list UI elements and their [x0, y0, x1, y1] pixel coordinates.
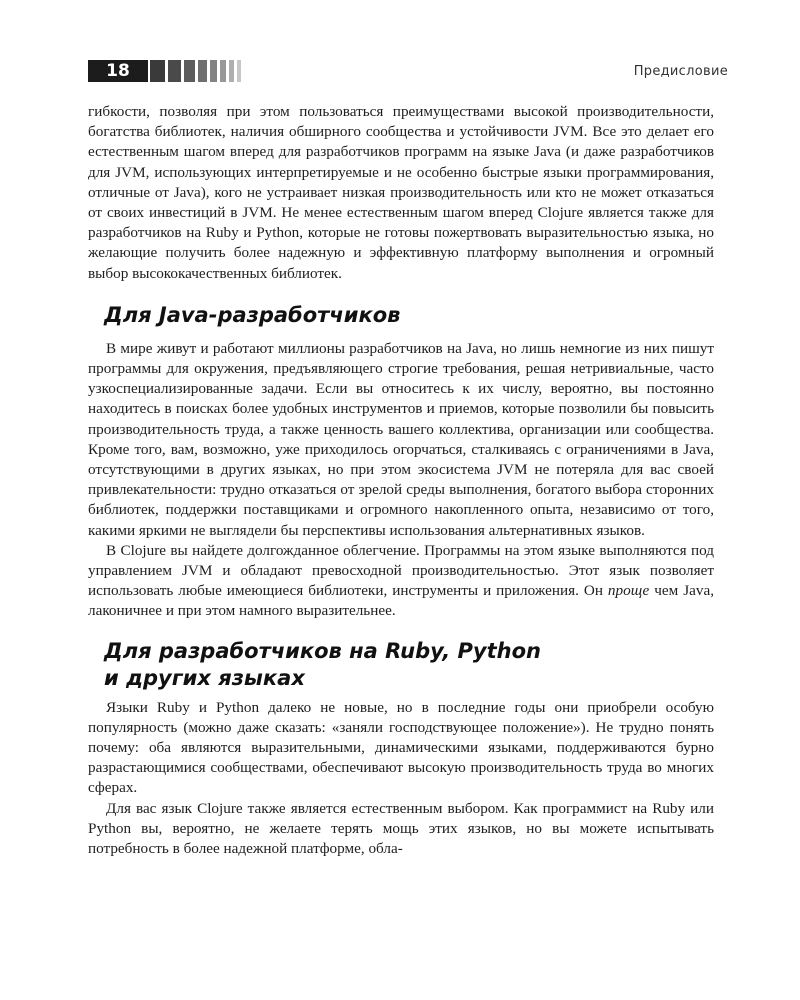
page-number: 18 — [88, 60, 148, 82]
java-paragraph-2-emphasis: проще — [607, 582, 650, 600]
header-stripe — [237, 60, 241, 82]
page-body — [88, 102, 714, 859]
section-heading-ruby-python — [88, 638, 714, 692]
heading-line-2: и других языках — [104, 665, 305, 690]
header-stripes-decoration — [150, 60, 244, 82]
header-stripe — [198, 60, 207, 82]
header-stripe — [184, 60, 195, 82]
header-stripe — [150, 60, 165, 82]
page-header — [88, 58, 728, 84]
ruby-paragraph-2: Для вас язык Clojure также является естественным выбором. Как программист на Ruby или Python вы, вероятно, не желаете терять мощь этих языков, но вы можете испытывать потребность в более надежной платформе, обла- — [88, 799, 714, 858]
java-paragraph-2 — [88, 541, 714, 622]
ruby-paragraph-1: Языки Ruby и Python далеко не новые, но в последние годы они приобрели особую популярность (можно даже сказать: «заняли господствующее положение»). Не трудно понять почему: оба являются выразительными, динамическими языками, поддерживаются бурно разрастающимися сообществами, обеспечивают высокую производительность труда во многих сферах. — [88, 698, 714, 797]
section-heading-java: Для Java-разработчиков — [104, 302, 401, 327]
intro-paragraph: гибкости, позволяя при этом пользоваться преимуществами высокой производительности, богатства библиотек, наличия обширного сообщества и устойчивости JVM. Все это делает его естественным шагом вперед для разработчиков программ на языке Java (и даже разработчиков для JVM, использующих интерпретируемые и не особенно быстрые языки программирования, отличные от Java), кого не устраивает низкая производительность или кто не может отказаться от своих инвестиций в JVM. Не менее естественным шагом вперед Clojure является также для разработчиков на Ruby и Python, которые не готовы пожертвовать выразительностью языка, но желающие получить более надежную и эффективную платформу выполнения и огромный выбор высококачественных библиотек. — [88, 103, 714, 282]
header-stripe — [210, 60, 217, 82]
header-stripe — [229, 60, 234, 82]
java-paragraph-2-end: чем Java, лаконичнее и при этом намного выразительнее. — [88, 582, 714, 620]
running-title: Предисловие — [633, 64, 728, 79]
java-paragraph-2-start: В Clojure вы найдете долгожданное облегчение. Программы на этом языке выполняются под управлением JVM и обладают превосходной производительностью. Этот язык позволяет использовать любые имеющиеся библиотеки, инструменты и приложения. Он — [88, 541, 714, 600]
heading-line-1: Для разработчиков на Ruby, Python — [104, 638, 541, 663]
header-stripe — [220, 60, 226, 82]
header-stripe — [168, 60, 181, 82]
java-paragraph-1: В мире живут и работают миллионы разработчиков на Java, но лишь немногие из них пишут программы для окружения, предъявляющего строгие требования, решая нетривиальные, часто узкоспециализированные задачи. Если вы относитесь к их числу, вероятно, вы постоянно находитесь в поисках более удобных инструментов и приемов, которые позволили бы повысить производительность труда, а также ценность вашего коллектива, организации или сообщества. Кроме того, вам, возможно, уже приходилось огорчаться, сталкиваясь с ограничениями в Java, отсутствующими в других языках, но при этом экосистема JVM не потеряла для вас своей привлекательности: трудно отказаться от зрелой среды выполнения, богатого выбора сторонних библиотек, поддержки поставщиками и огромного накопленного опыта, независимо от того, какими яркими не выглядели бы перспективы использования альтернативных языков. — [88, 339, 714, 539]
